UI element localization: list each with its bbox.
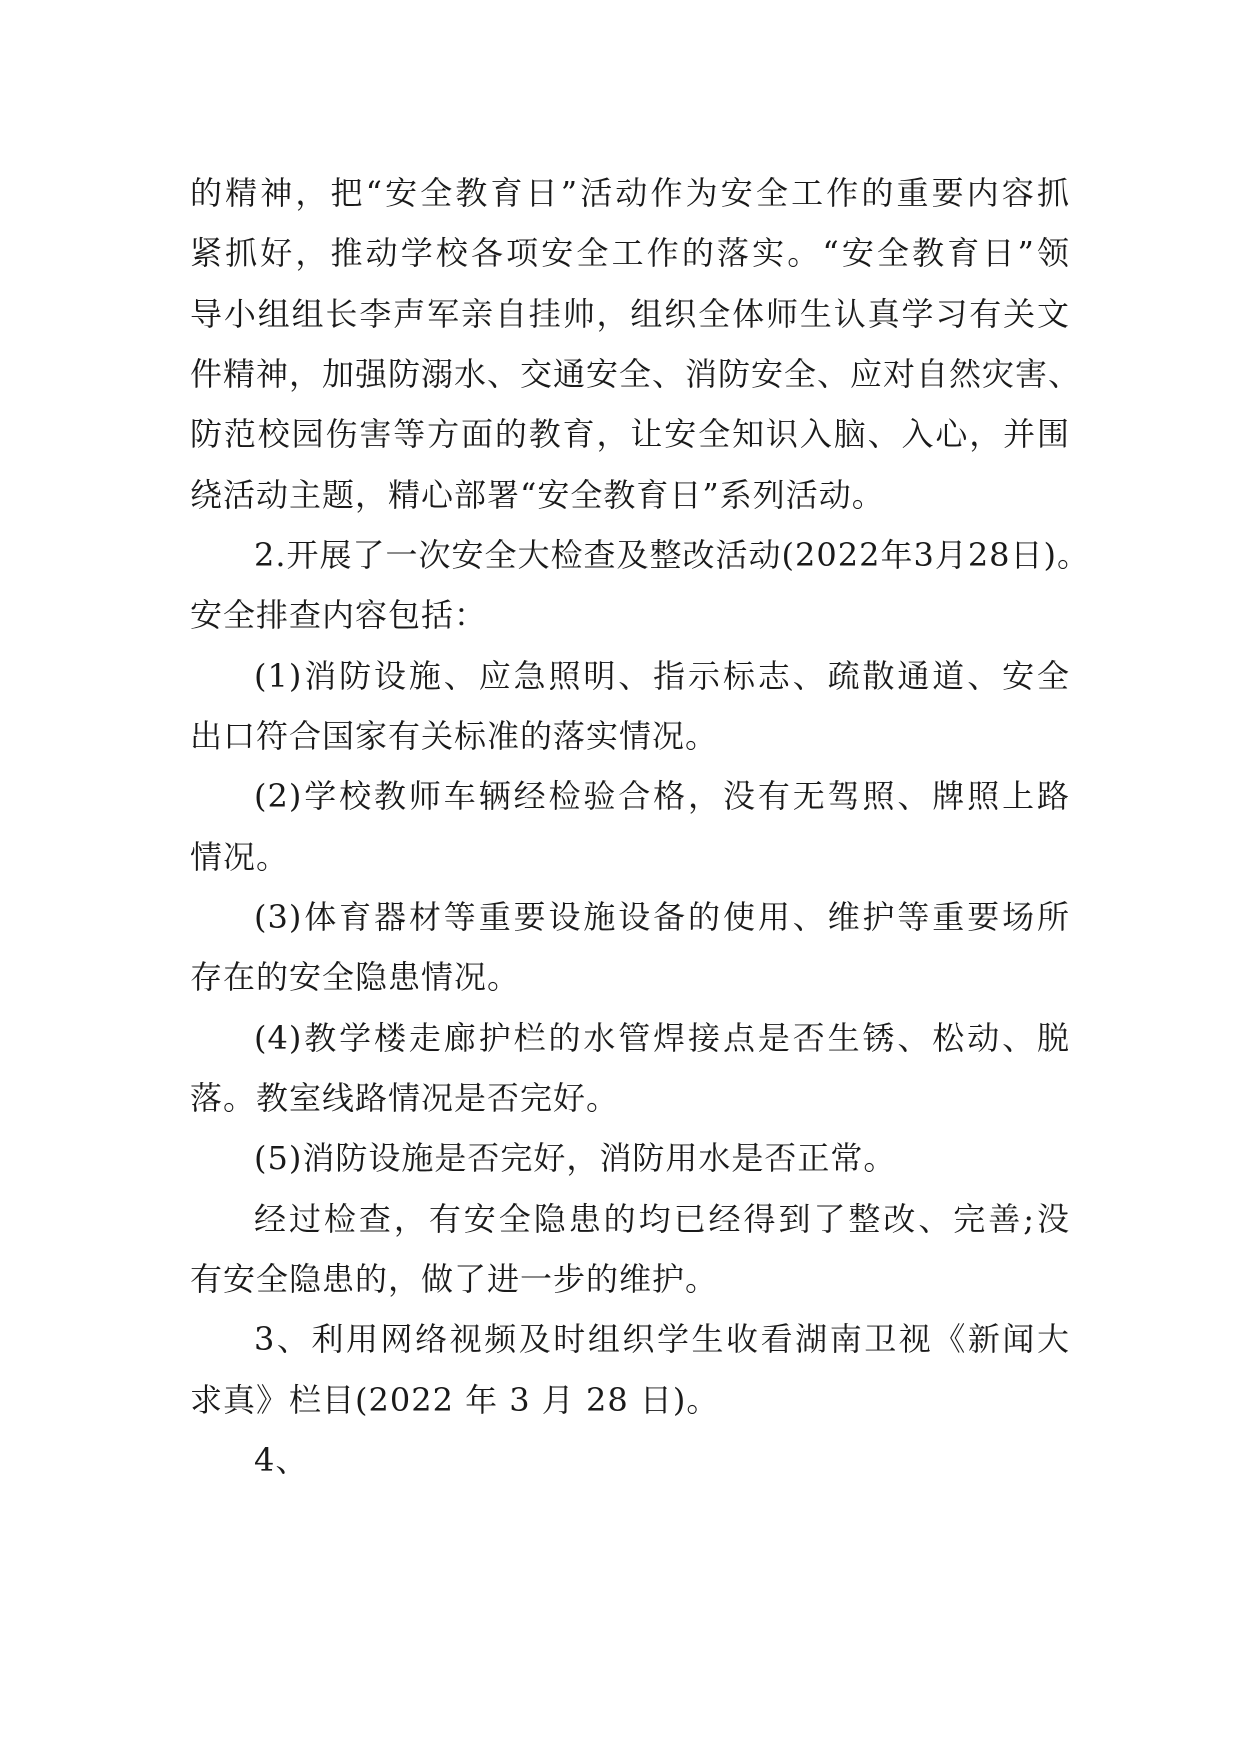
text-line: (5)消防设施是否完好，消防用水是否正常。 [254,1139,897,1177]
text-line: 情况。 [190,838,290,876]
text-line: (1)消防设施、应急照明、指示标志、疏散通道、安全 [254,657,1070,695]
text-line: 导小组组长李声军亲自挂帅，组织全体师生认真学习有关文 [190,295,1070,333]
text-line: 防范校园伤害等方面的教育，让安全知识入脑、入心，并围 [190,415,1070,453]
text-line: 存在的安全隐患情况。 [190,958,521,996]
text-line: 紧抓好，推动学校各项安全工作的落实。“安全教育日”领 [190,234,1070,272]
text-line: 求真》栏目(2022 年 3 月 28 日)。 [190,1381,720,1419]
text-line: 有安全隐患的，做了进一步的维护。 [190,1260,719,1298]
text-line: 4、 [254,1441,309,1479]
text-line: 出口符合国家有关标准的落实情况。 [190,717,719,755]
text-line: 经过检查，有安全隐患的均已经得到了整改、完善;没 [254,1200,1070,1238]
text-line: 2.开展了一次安全大检查及整改活动(2022年3月28日)。 [254,536,1091,574]
text-line: (3)体育器材等重要设施设备的使用、维护等重要场所 [254,898,1070,936]
text-line: (4)教学楼走廊护栏的水管焊接点是否生锈、松动、脱 [254,1019,1070,1057]
text-line: 3、利用网络视频及时组织学生收看湖南卫视《新闻大 [254,1320,1070,1358]
text-line: 件精神，加强防溺水、交通安全、消防安全、应对自然灾害、 [190,355,1082,393]
text-line: 安全排查内容包括： [190,596,488,634]
text-line: (2)学校教师车辆经检验合格，没有无驾照、牌照上路 [254,777,1070,815]
text-line: 绕活动主题，精心部署“安全教育日”系列活动。 [190,476,885,514]
text-line: 的精神，把“安全教育日”活动作为安全工作的重要内容抓 [190,174,1070,212]
text-line: 落。教室线路情况是否完好。 [190,1079,620,1117]
